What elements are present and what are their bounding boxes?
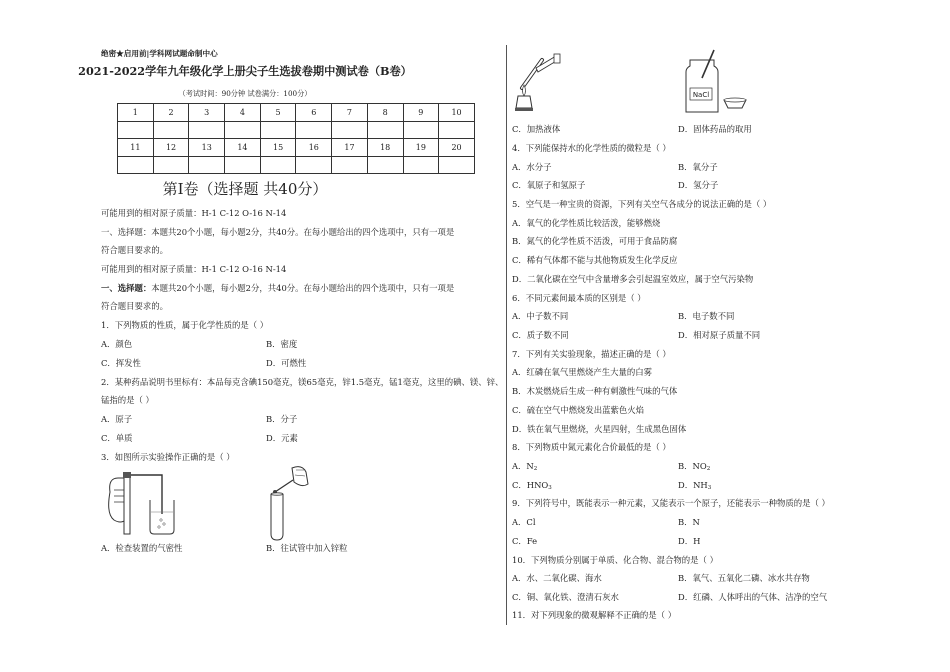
airtightness-check-illustration bbox=[104, 470, 194, 538]
atomic-mass-note: 可能用到的相对原子质量：H-1 C-12 O-16 N-14 bbox=[101, 264, 287, 274]
score-table-answer-row-1 bbox=[118, 121, 475, 139]
question-5-option-c[interactable]: C．稀有气体都不能与其他物质发生化学反应 bbox=[512, 255, 678, 265]
question-6-option-b[interactable]: B．电子数不同 bbox=[678, 311, 735, 321]
answer-cell[interactable] bbox=[260, 156, 296, 174]
solid-reagent-illustration bbox=[678, 48, 750, 118]
answer-cell[interactable] bbox=[225, 121, 261, 139]
score-cell: 12 bbox=[153, 139, 189, 157]
score-cell: 19 bbox=[403, 139, 439, 157]
question-9-option-a[interactable]: A．Cl bbox=[512, 517, 536, 527]
section-intro-line: 一、选择题：本题共20个小题，每小题2分，共40分。在每小题给出的四个选项中，只有一项是 bbox=[101, 227, 455, 237]
question-2-option-a[interactable]: A．原子 bbox=[101, 414, 133, 424]
question-7-option-a[interactable]: A．红磷在氧气里燃烧产生大量的白雾 bbox=[512, 367, 653, 377]
question-5-option-b[interactable]: B．氮气的化学性质不活泼，可用于食品防腐 bbox=[512, 236, 678, 246]
question-10-option-b[interactable]: B．氧气、五氧化二磷、冰水共存物 bbox=[678, 573, 810, 583]
answer-cell[interactable] bbox=[189, 121, 225, 139]
score-cell: 2 bbox=[153, 104, 189, 122]
section-intro-line: 符合题目要求的。 bbox=[101, 301, 168, 311]
reagent-label: NaCl bbox=[692, 91, 710, 99]
answer-cell[interactable] bbox=[439, 121, 475, 139]
score-cell: 18 bbox=[367, 139, 403, 157]
subscript: 2 bbox=[533, 466, 538, 472]
answer-cell[interactable] bbox=[118, 156, 154, 174]
answer-cell[interactable] bbox=[403, 156, 439, 174]
score-cell: 8 bbox=[367, 104, 403, 122]
question-10-option-c[interactable]: C．铜、氧化铁、澄清石灰水 bbox=[512, 592, 619, 602]
question-7-option-b[interactable]: B．木炭燃烧后生成一种有刺激性气味的气体 bbox=[512, 386, 678, 396]
question-9-option-c[interactable]: C．Fe bbox=[512, 536, 538, 546]
answer-cell[interactable] bbox=[296, 156, 332, 174]
question-1-option-d[interactable]: D．可燃性 bbox=[266, 358, 307, 368]
subscript: 2 bbox=[706, 466, 711, 472]
score-cell: 4 bbox=[225, 104, 261, 122]
question-9-stem: 9．下列符号中，既能表示一种元素，又能表示一个原子，还能表示一种物质的是（ ） bbox=[512, 498, 830, 508]
answer-cell[interactable] bbox=[225, 156, 261, 174]
question-1-option-c[interactable]: C．挥发性 bbox=[101, 358, 141, 368]
question-1-stem: 1．下列物质的性质，属于化学性质的是（ ） bbox=[101, 320, 269, 330]
question-3-option-c[interactable]: C．加热液体 bbox=[512, 124, 561, 134]
question-11-stem: 11．对下列现象的微观解释不正确的是（ ） bbox=[512, 610, 677, 620]
question-8-option-c[interactable] bbox=[512, 480, 552, 494]
answer-cell[interactable] bbox=[367, 156, 403, 174]
question-4-option-b[interactable]: B．氧分子 bbox=[678, 162, 718, 172]
subscript: 3 bbox=[548, 485, 552, 491]
question-3-option-d[interactable]: D．固体药品的取用 bbox=[678, 124, 752, 134]
score-table-header-row-2 bbox=[118, 139, 475, 157]
answer-cell[interactable] bbox=[189, 156, 225, 174]
question-4-option-c[interactable]: C．氧原子和氢原子 bbox=[512, 180, 586, 190]
score-cell: 17 bbox=[332, 139, 368, 157]
question-5-option-d[interactable]: D．二氧化碳在空气中含量增多会引起温室效应，属于空气污染物 bbox=[512, 274, 754, 284]
answer-cell[interactable] bbox=[296, 121, 332, 139]
score-cell: 1 bbox=[118, 104, 154, 122]
option-text: A．N bbox=[512, 461, 534, 471]
question-8-option-b[interactable] bbox=[678, 461, 710, 475]
section-intro-text: 本题共20个小题，每小题2分，共40分。在每小题给出的四个选项中，只有一项是 bbox=[151, 283, 455, 293]
answer-cell[interactable] bbox=[153, 156, 189, 174]
heating-liquid-illustration bbox=[512, 52, 564, 114]
score-cell: 5 bbox=[260, 104, 296, 122]
answer-cell[interactable] bbox=[118, 121, 154, 139]
score-cell: 14 bbox=[225, 139, 261, 157]
question-8-option-a[interactable] bbox=[512, 461, 537, 475]
answer-cell[interactable] bbox=[332, 121, 368, 139]
atomic-mass-note: 可能用到的相对原子质量：H-1 C-12 O-16 N-14 bbox=[101, 208, 287, 218]
option-text: C．HNO bbox=[512, 480, 549, 490]
answer-cell[interactable] bbox=[439, 156, 475, 174]
answer-cell[interactable] bbox=[153, 121, 189, 139]
section-intro-line bbox=[101, 283, 454, 294]
score-cell: 20 bbox=[439, 139, 475, 157]
question-6-stem: 6．不同元素间最本质的区别是（ ） bbox=[512, 293, 646, 303]
question-2-stem-cont: 锰指的是（ ） bbox=[101, 395, 154, 405]
score-cell: 11 bbox=[118, 139, 154, 157]
section-title: 第Ⅰ卷（选择题 共40分） bbox=[162, 180, 328, 198]
score-table-answer-row-2 bbox=[118, 156, 475, 174]
question-10-option-d[interactable]: D．红磷、人体呼出的气体、洁净的空气 bbox=[678, 592, 828, 602]
question-7-stem: 7．下列有关实验现象，描述正确的是（ ） bbox=[512, 349, 671, 359]
subscript: 3 bbox=[707, 485, 712, 491]
question-2-option-c[interactable]: C．单质 bbox=[101, 433, 133, 443]
question-5-stem: 5．空气是一种宝贵的资源，下列有关空气各成分的说法正确的是（ ） bbox=[512, 199, 772, 209]
question-3-stem: 3．如图所示实验操作正确的是（ ） bbox=[101, 452, 235, 462]
question-3-option-a[interactable]: A．检查装置的气密性 bbox=[101, 543, 183, 553]
option-text: B．NO bbox=[678, 461, 707, 471]
add-zinc-illustration bbox=[262, 462, 322, 542]
score-cell: 16 bbox=[296, 139, 332, 157]
confidential-label: 绝密★启用前|学科网试题命制中心 bbox=[101, 49, 218, 58]
section-intro-line: 符合题目要求的。 bbox=[101, 245, 168, 255]
score-cell: 10 bbox=[439, 104, 475, 122]
question-8-stem: 8．下列物质中氮元素化合价最低的是（ ） bbox=[512, 442, 671, 452]
score-cell: 6 bbox=[296, 104, 332, 122]
question-10-option-a[interactable]: A．水、二氧化碳、海水 bbox=[512, 573, 602, 583]
question-2-stem: 2．某种药品说明书里标有：本品每克含碘150毫克，镁65毫克，锌1.5毫克，锰1毫克，这里的碘、镁、锌、 bbox=[101, 377, 504, 387]
question-1-option-a[interactable]: A．颜色 bbox=[101, 339, 133, 349]
score-cell: 3 bbox=[189, 104, 225, 122]
question-6-option-c[interactable]: C．质子数不同 bbox=[512, 330, 569, 340]
score-cell: 9 bbox=[403, 104, 439, 122]
question-3-option-b[interactable]: B．往试管中加入锌粒 bbox=[266, 543, 348, 553]
question-7-option-c[interactable]: C．硫在空气中燃烧发出蓝紫色火焰 bbox=[512, 405, 645, 415]
question-4-stem: 4．下列能保持水的化学性质的微粒是（ ） bbox=[512, 143, 671, 153]
question-10-stem: 10．下列物质分别属于单质、化合物、混合物的是（ ） bbox=[512, 555, 718, 565]
option-text: D．NH bbox=[678, 480, 708, 490]
score-table-header-row-1 bbox=[118, 104, 475, 122]
page-title: 2021-2022学年九年级化学上册尖子生选拔卷期中测试卷（B卷） bbox=[78, 64, 412, 78]
exam-info: （考试时间：90分钟 试卷满分：100分） bbox=[178, 89, 312, 98]
answer-cell[interactable] bbox=[403, 121, 439, 139]
score-cell: 15 bbox=[260, 139, 296, 157]
column-divider bbox=[506, 45, 507, 625]
question-4-option-a[interactable]: A．水分子 bbox=[512, 162, 552, 172]
section-intro-bold: 一、选择题： bbox=[101, 283, 152, 293]
question-6-option-d[interactable]: D．相对原子质量不同 bbox=[678, 330, 761, 340]
question-2-option-b[interactable]: B．分子 bbox=[266, 414, 298, 424]
question-4-option-d[interactable]: D．氢分子 bbox=[678, 180, 719, 190]
question-2-option-d[interactable]: D．元素 bbox=[266, 433, 298, 443]
score-table bbox=[117, 103, 475, 174]
answer-cell[interactable] bbox=[260, 121, 296, 139]
answer-cell[interactable] bbox=[332, 156, 368, 174]
question-1-option-b[interactable]: B．密度 bbox=[266, 339, 298, 349]
score-cell: 13 bbox=[189, 139, 225, 157]
question-8-option-d[interactable] bbox=[678, 480, 711, 494]
score-cell: 7 bbox=[332, 104, 368, 122]
question-6-option-a[interactable]: A．中子数不同 bbox=[512, 311, 569, 321]
question-5-option-a[interactable]: A．氧气的化学性质比较活泼，能够燃烧 bbox=[512, 218, 661, 228]
question-9-option-d[interactable]: D．H bbox=[678, 536, 701, 546]
question-7-option-d[interactable]: D．铁在氧气里燃烧，火星四射，生成黑色固体 bbox=[512, 424, 687, 434]
answer-cell[interactable] bbox=[367, 121, 403, 139]
question-9-option-b[interactable]: B．N bbox=[678, 517, 700, 527]
